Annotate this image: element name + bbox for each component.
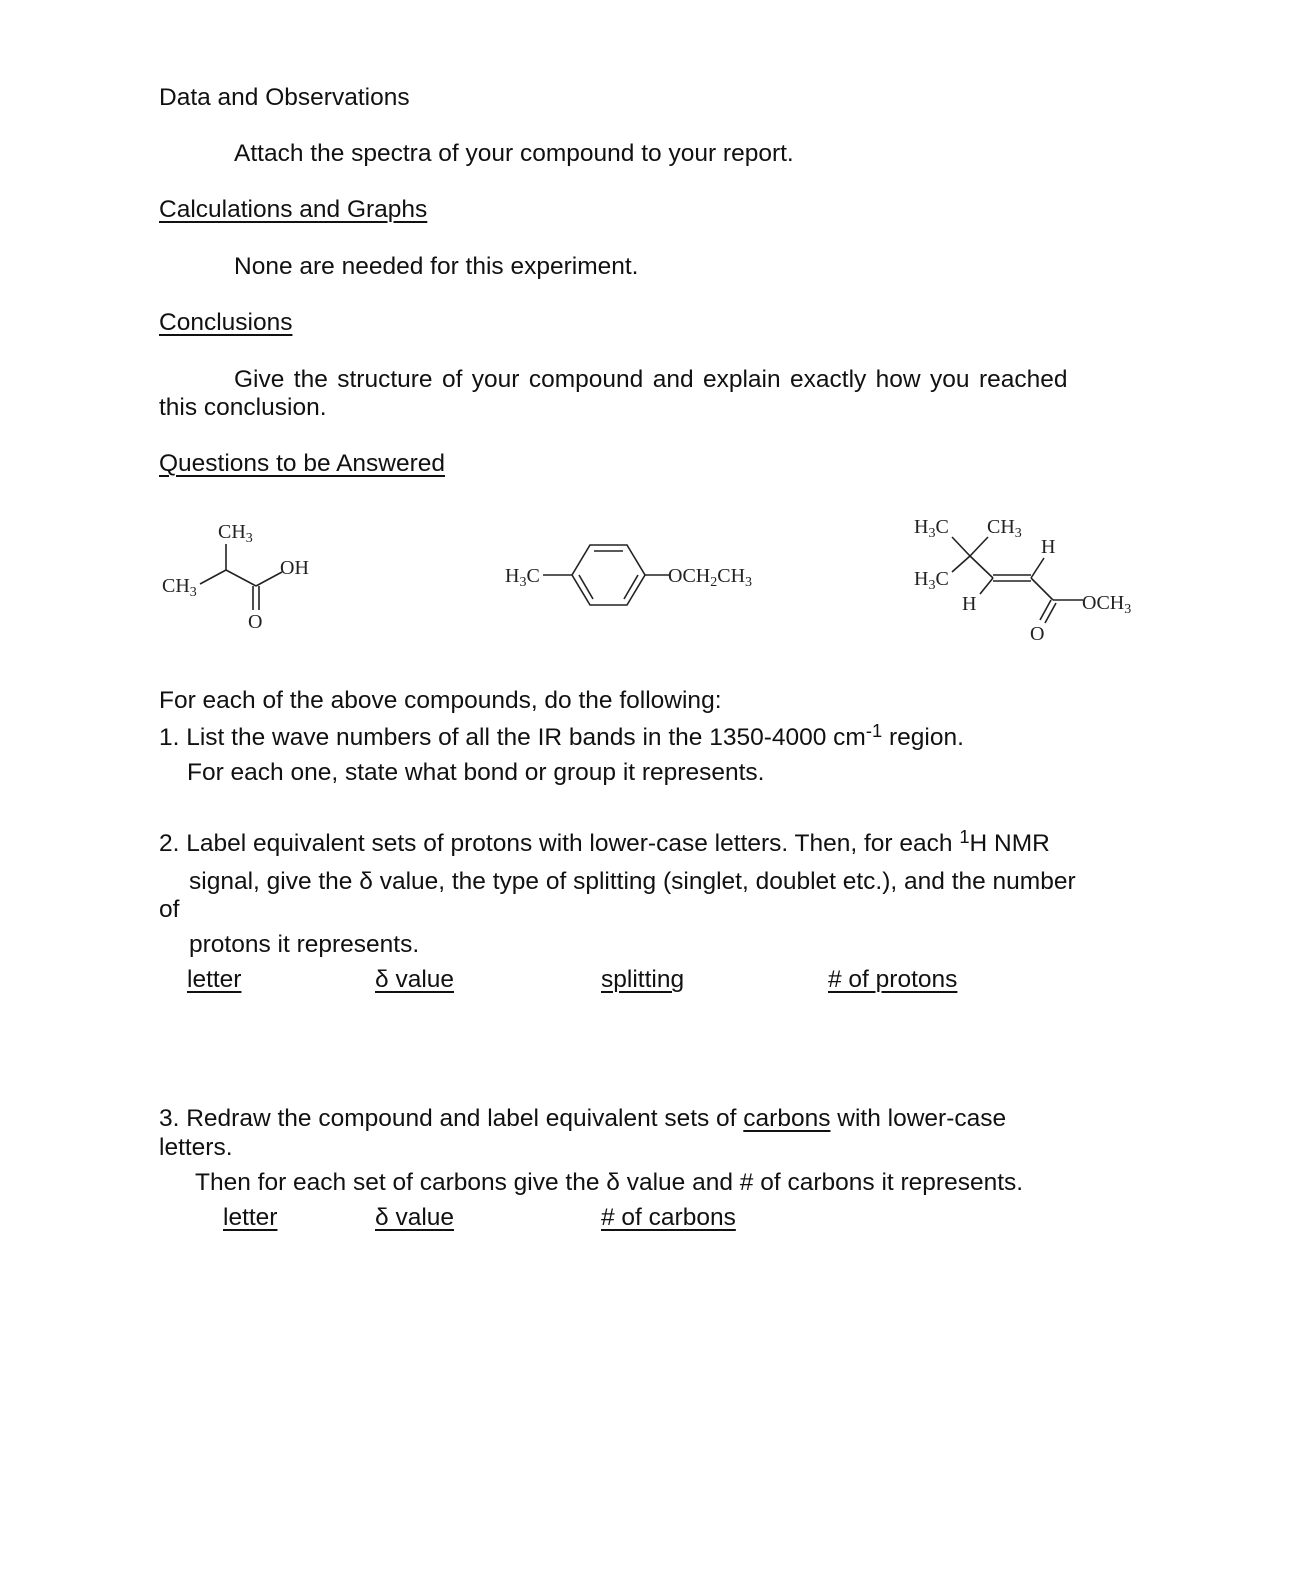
compound-3-carbonyl-o: O bbox=[1030, 623, 1045, 645]
compound-1-ch3-top: $CH_3$ bbox=[218, 521, 253, 547]
q2-column-num-protons: # of protons bbox=[828, 966, 958, 993]
compound-3-h3c-left: $H_3C$ bbox=[914, 568, 949, 594]
compound-3-h-top: H bbox=[1041, 536, 1056, 558]
compound-3-h-bottom: H bbox=[962, 593, 977, 615]
conclusions-body-line2: this conclusion. bbox=[159, 394, 327, 421]
question-1-line1: 1. List the wave numbers of all the IR bands in the 1350-4000 $cm^{-1}$ region. bbox=[159, 719, 964, 751]
q3-column-num-carbons: # of carbons bbox=[601, 1204, 736, 1231]
heading-questions: Questions to be Answered bbox=[159, 450, 446, 477]
compound-1-ch3-left: $CH_3$ bbox=[162, 575, 197, 601]
question-3-line1: 3. Redraw the compound and label equivalent sets of carbons with lower-case bbox=[159, 1105, 1007, 1132]
q2-column-delta-value: δ value bbox=[375, 966, 455, 993]
q3-column-letter: letter bbox=[223, 1204, 278, 1231]
question-2-line1: 2. Label equivalent sets of protons with lower-case letters. Then, for each $^1$H NMR bbox=[159, 825, 1050, 857]
q2-column-letter: letter bbox=[187, 966, 242, 993]
q2-column-splitting: splitting bbox=[601, 966, 685, 993]
calculations-body: None are needed for this experiment. bbox=[234, 253, 639, 280]
question-2-line3: of bbox=[159, 896, 180, 923]
q3-column-delta-value: δ value bbox=[375, 1204, 455, 1231]
compound-2-h3c: $H_3C$ bbox=[505, 565, 540, 591]
compound-1-carbonyl-o: O bbox=[248, 611, 263, 633]
heading-data-observations: Data and Observations bbox=[159, 84, 410, 111]
data-observations-body: Attach the spectra of your compound to your report. bbox=[234, 140, 794, 167]
heading-calculations-graphs: Calculations and Graphs bbox=[159, 196, 428, 223]
compound-1-oh: OH bbox=[280, 557, 309, 579]
conclusions-body-line1: Give the structure of your compound and explain exactly how you reached bbox=[234, 366, 1068, 393]
question-3-line2: letters. bbox=[159, 1134, 233, 1161]
compound-2-och2ch3: $OCH_2CH_3$ bbox=[668, 565, 753, 591]
compound-2-bonds bbox=[543, 545, 670, 605]
question-1-line2: For each one, state what bond or group it represents. bbox=[187, 759, 765, 786]
compound-3-ch3-top: $CH_3$ bbox=[987, 516, 1022, 542]
compound-3-och3: $OCH_3$ bbox=[1082, 592, 1132, 618]
question-2-line4: protons it represents. bbox=[189, 931, 420, 958]
questions-intro: For each of the above compounds, do the following: bbox=[159, 687, 722, 714]
question-3-line3: Then for each set of carbons give the δ value and # of carbons it represents. bbox=[195, 1169, 1024, 1196]
question-2-line2: signal, give the δ value, the type of splitting (singlet, doublet etc.), and the number bbox=[189, 868, 1076, 895]
compound-3-h3c-top: $H_3C$ bbox=[914, 516, 949, 542]
compound-1-bonds bbox=[200, 544, 282, 610]
heading-conclusions: Conclusions bbox=[159, 309, 293, 336]
